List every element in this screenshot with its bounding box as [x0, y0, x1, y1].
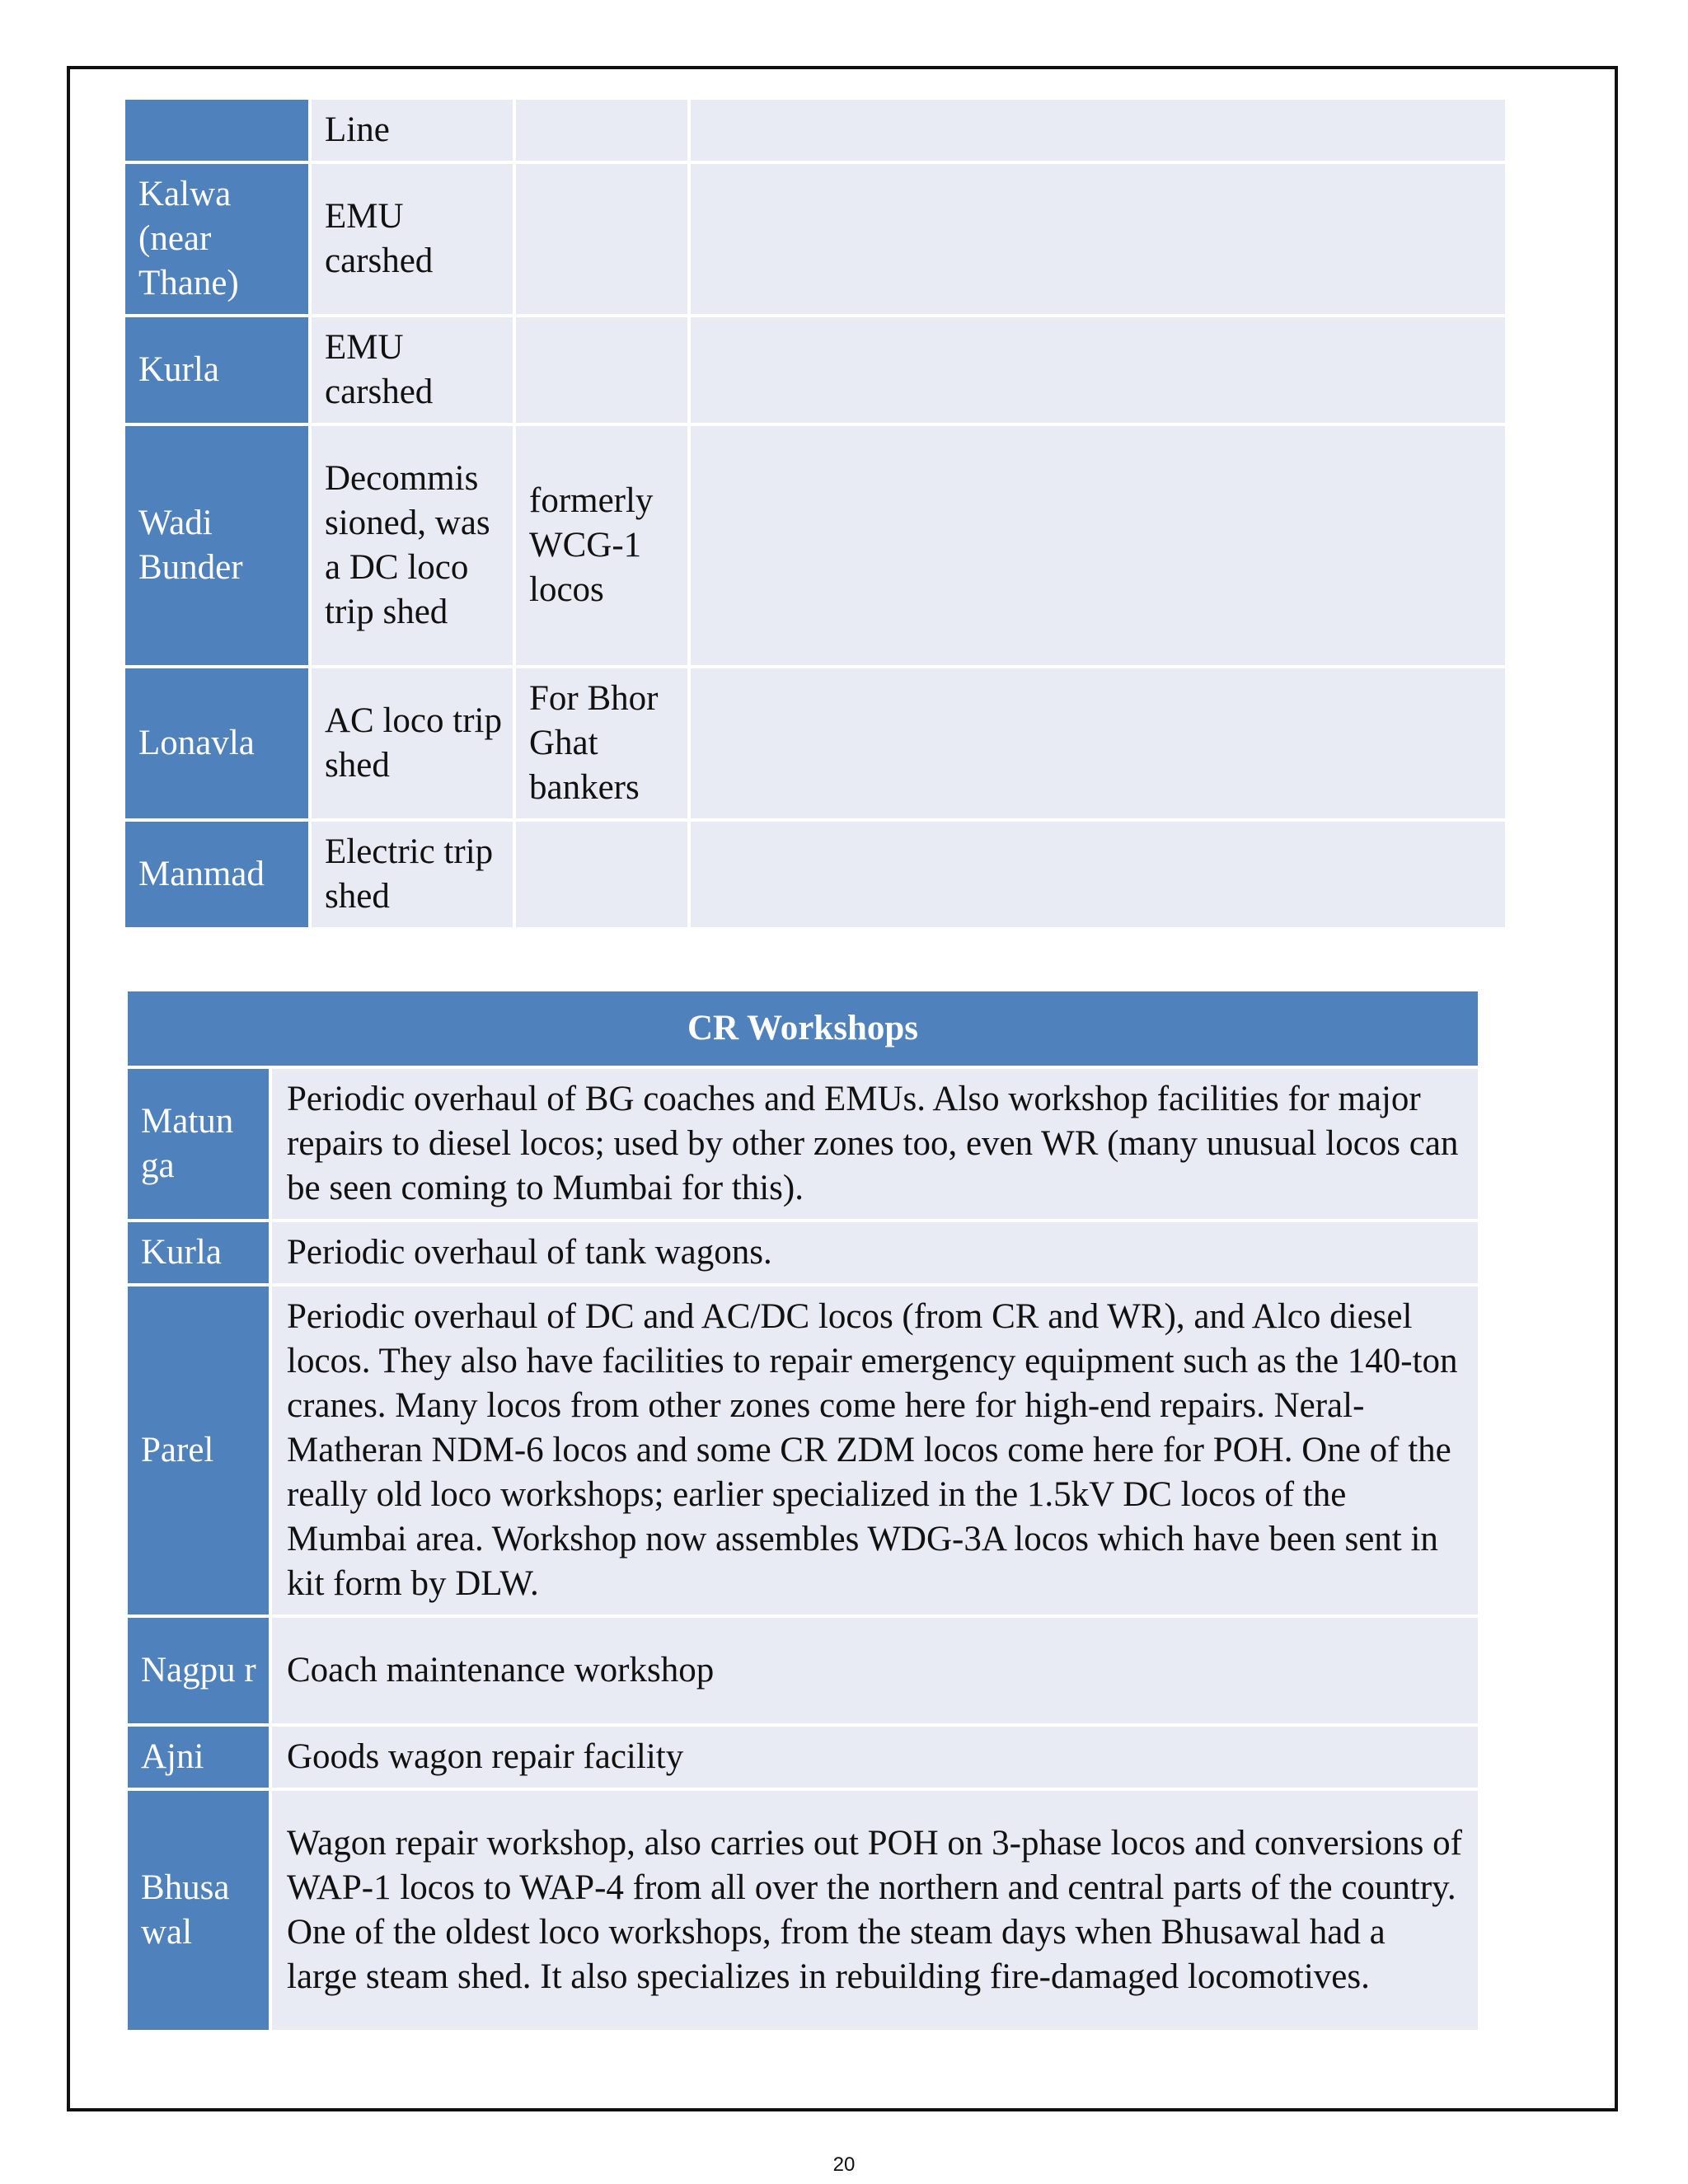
- shed-location-cell: Manmad: [125, 822, 308, 927]
- workshop-description-cell: Goods wagon repair facility: [272, 1727, 1478, 1788]
- shed-type-cell: EMU carshed: [312, 317, 513, 423]
- table-row: [128, 1618, 1478, 1723]
- workshop-location-cell: Matun ga: [128, 1069, 269, 1219]
- workshop-location-cell: Nagpu r: [128, 1618, 269, 1723]
- shed-type-cell: EMU carshed: [312, 164, 513, 314]
- shed-location-cell: Wadi Bunder: [125, 426, 308, 665]
- shed-extra-cell: [691, 426, 1505, 665]
- shed-extra-cell: [691, 668, 1505, 818]
- shed-notes-cell: [516, 317, 687, 423]
- shed-notes-cell: [516, 100, 687, 161]
- workshop-description-cell: Coach maintenance workshop: [272, 1618, 1478, 1723]
- shed-notes-cell: For Bhor Ghat bankers: [516, 668, 687, 818]
- workshop-location-cell: Kurla: [128, 1222, 269, 1283]
- table-row: [128, 1727, 1478, 1788]
- table-header-row: [128, 991, 1478, 1066]
- shed-location-cell: Kalwa (near Thane): [125, 164, 308, 314]
- workshop-description-cell: Periodic overhaul of tank wagons.: [272, 1222, 1478, 1283]
- table-row: [128, 1286, 1478, 1615]
- workshops-table: [124, 988, 1481, 2033]
- table-row: [128, 1069, 1478, 1219]
- shed-notes-cell: [516, 164, 687, 314]
- shed-location-cell: Lonavla: [125, 668, 308, 818]
- page-number: 20: [832, 2154, 856, 2176]
- table-row: [128, 1791, 1478, 2030]
- table-row: [128, 1222, 1478, 1283]
- workshop-description-cell: Wagon repair workshop, also carries out POH on 3-phase locos and conversions of WAP-1 locos to WAP-4 from all over the northern and central parts of the country. One of the oldest loco workshops, from the steam days when Bhusawal had a large steam shed. It also specializes in rebuilding fire-damaged locomotives.: [272, 1791, 1478, 2030]
- workshop-description-cell: Periodic overhaul of BG coaches and EMUs. Also workshop facilities for major repairs to diesel locos; used by other zones too, even WR (many unusual locos can be seen coming to Mumbai for this).: [272, 1069, 1478, 1219]
- shed-type-cell: Electric trip shed: [312, 822, 513, 927]
- table-row: [125, 426, 1505, 665]
- workshops-title: CR Workshops: [128, 991, 1478, 1066]
- shed-type-cell: Decommis sioned, was a DC loco trip shed: [312, 426, 513, 665]
- shed-type-cell: Line: [312, 100, 513, 161]
- shed-location-cell: Kurla: [125, 317, 308, 423]
- table-row: [125, 668, 1505, 818]
- sheds-table: [122, 96, 1508, 930]
- shed-location-cell: [125, 100, 308, 161]
- table-row: [125, 164, 1505, 314]
- shed-extra-cell: [691, 100, 1505, 161]
- table-row: [125, 100, 1505, 161]
- table-row: [125, 822, 1505, 927]
- shed-extra-cell: [691, 317, 1505, 423]
- workshop-location-cell: Bhusa wal: [128, 1791, 269, 2030]
- shed-extra-cell: [691, 822, 1505, 927]
- workshop-location-cell: Ajni: [128, 1727, 269, 1788]
- shed-notes-cell: [516, 822, 687, 927]
- shed-extra-cell: [691, 164, 1505, 314]
- shed-type-cell: AC loco trip shed: [312, 668, 513, 818]
- table-row: [125, 317, 1505, 423]
- shed-notes-cell: formerly WCG-1 locos: [516, 426, 687, 665]
- workshop-description-cell: Periodic overhaul of DC and AC/DC locos (from CR and WR), and Alco diesel locos. They also have facilities to repair emergency equipment such as the 140-ton cranes. Many locos from other zones come here for high-end repairs. Neral-Matheran NDM-6 locos and some CR ZDM locos come here for POH. One of the really old loco workshops; earlier specialized in the 1.5kV DC locos of the Mumbai area. Workshop now assembles WDG-3A locos which have been sent in kit form by DLW.: [272, 1286, 1478, 1615]
- workshop-location-cell: Parel: [128, 1286, 269, 1615]
